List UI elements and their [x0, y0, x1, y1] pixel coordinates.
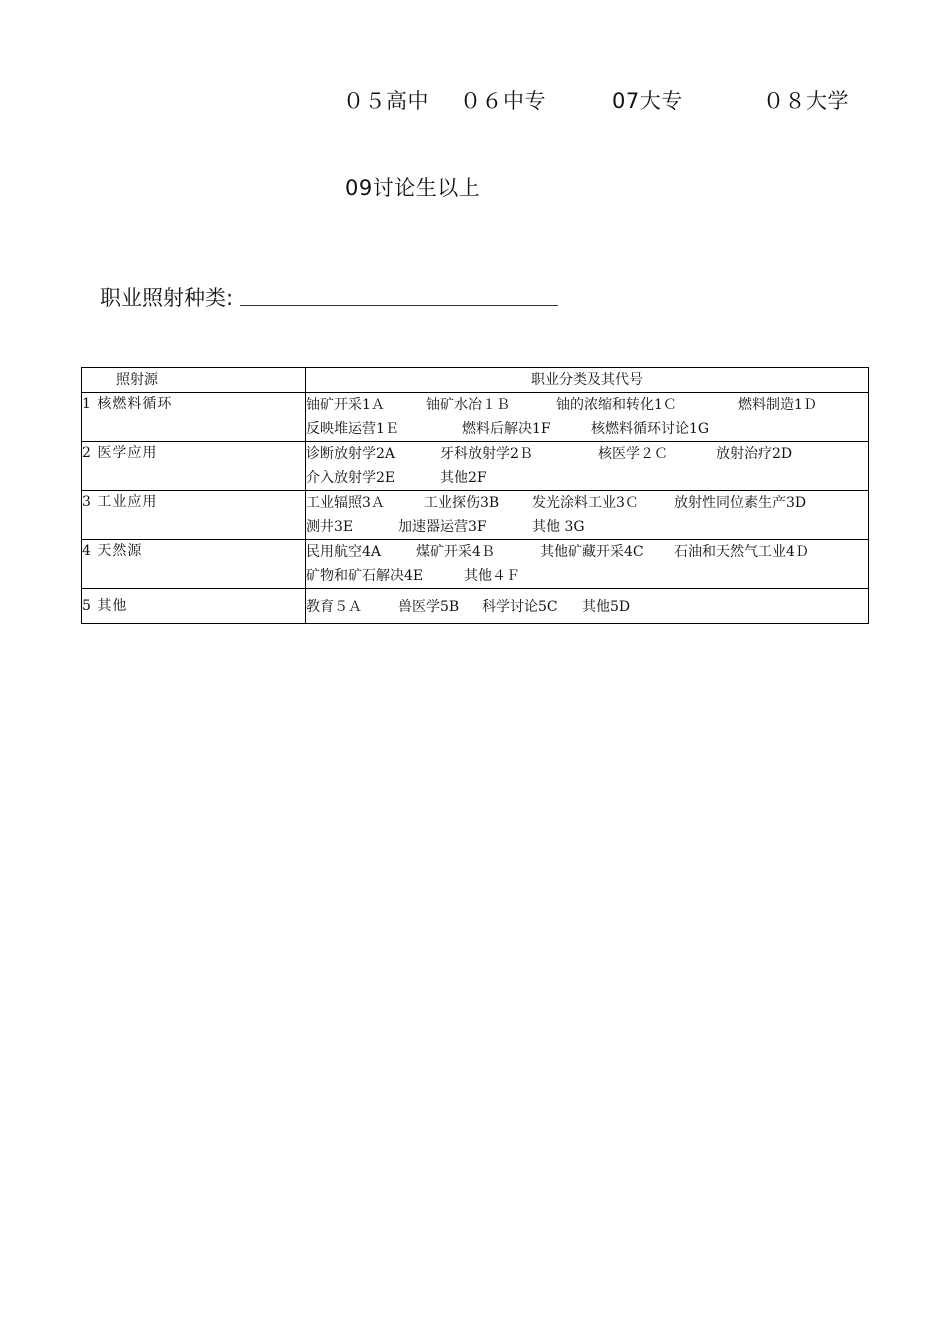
code-item: 石油和天然气工业4Ｄ	[674, 544, 809, 560]
occupation-label: 职业照射种类:	[100, 286, 234, 310]
code-item: 兽医学5B	[398, 599, 460, 615]
code-item: 工业探伤3B	[424, 495, 500, 511]
code-item: 介入放射学2E	[306, 470, 396, 486]
source-cell: 5 其他	[82, 589, 306, 624]
education-option-09: 09讨论生以上	[345, 176, 481, 200]
code-line	[306, 442, 868, 466]
codes-cell	[306, 393, 869, 442]
code-line	[306, 540, 868, 564]
source-cell: 1 核燃料循环	[82, 393, 306, 442]
code-item: 燃料制造1Ｄ	[738, 397, 817, 413]
exposure-code-table	[81, 367, 869, 624]
codes-cell	[306, 540, 869, 589]
header-source-label: 照射源	[116, 372, 158, 388]
code-item: 其他 3G	[532, 519, 585, 535]
code-item: 反映堆运营1Ｅ	[306, 421, 399, 437]
source-cell: 3 工业应用	[82, 491, 306, 540]
code-line	[306, 417, 868, 441]
code-item: 铀的浓缩和转化1Ｃ	[556, 397, 677, 413]
code-item: 科学讨论5C	[482, 599, 558, 615]
table-row	[82, 393, 869, 442]
code-item: 民用航空4A	[306, 544, 382, 560]
code-item: 发光涂料工业3Ｃ	[532, 495, 639, 511]
code-item: 铀矿开采1Ａ	[306, 397, 385, 413]
code-line	[306, 564, 868, 588]
code-item: 其他2F	[440, 470, 487, 486]
education-option-08: ０８大学	[763, 89, 849, 113]
header-classification: 职业分类及其代号	[306, 368, 869, 393]
code-item: 牙科放射学2Ｂ	[440, 446, 533, 462]
code-item: 测井3E	[306, 519, 354, 535]
code-item: 煤矿开采4Ｂ	[416, 544, 495, 560]
code-item: 放射治疗2D	[716, 446, 793, 462]
code-line	[306, 515, 868, 539]
code-line	[306, 491, 868, 515]
code-item: 其他矿藏开采4C	[540, 544, 644, 560]
code-item: 矿物和矿石解决4E	[306, 568, 424, 584]
code-item: 燃料后解决1F	[462, 421, 551, 437]
code-line	[306, 393, 868, 417]
code-item: 其他5D	[582, 599, 631, 615]
table-row	[82, 491, 869, 540]
code-item: 其他４Ｆ	[464, 568, 520, 584]
table-row	[82, 442, 869, 491]
table-row	[82, 540, 869, 589]
table-header-row	[82, 368, 869, 393]
table-row	[82, 589, 869, 624]
code-item: 核燃料循环讨论1G	[591, 421, 710, 437]
codes-cell	[306, 442, 869, 491]
code-item: 加速器运营3F	[398, 519, 487, 535]
header-source	[82, 368, 306, 393]
code-line	[306, 466, 868, 490]
code-item: 核医学２Ｃ	[598, 446, 668, 462]
source-cell: 4 天然源	[82, 540, 306, 589]
occupation-input-line[interactable]	[240, 305, 558, 306]
code-item: 诊断放射学2A	[306, 446, 396, 462]
code-line	[306, 595, 868, 619]
education-option-05: ０５高中	[343, 89, 429, 113]
code-item: 教育５Ａ	[306, 599, 362, 615]
code-item: 工业辐照3Ａ	[306, 495, 385, 511]
education-option-07: 07大专	[612, 89, 683, 113]
code-item: 放射性同位素生产3D	[674, 495, 807, 511]
code-item: 铀矿水冶１Ｂ	[426, 397, 510, 413]
education-option-06: ０６中专	[460, 89, 546, 113]
codes-cell	[306, 491, 869, 540]
source-cell: 2 医学应用	[82, 442, 306, 491]
codes-cell	[306, 589, 869, 624]
